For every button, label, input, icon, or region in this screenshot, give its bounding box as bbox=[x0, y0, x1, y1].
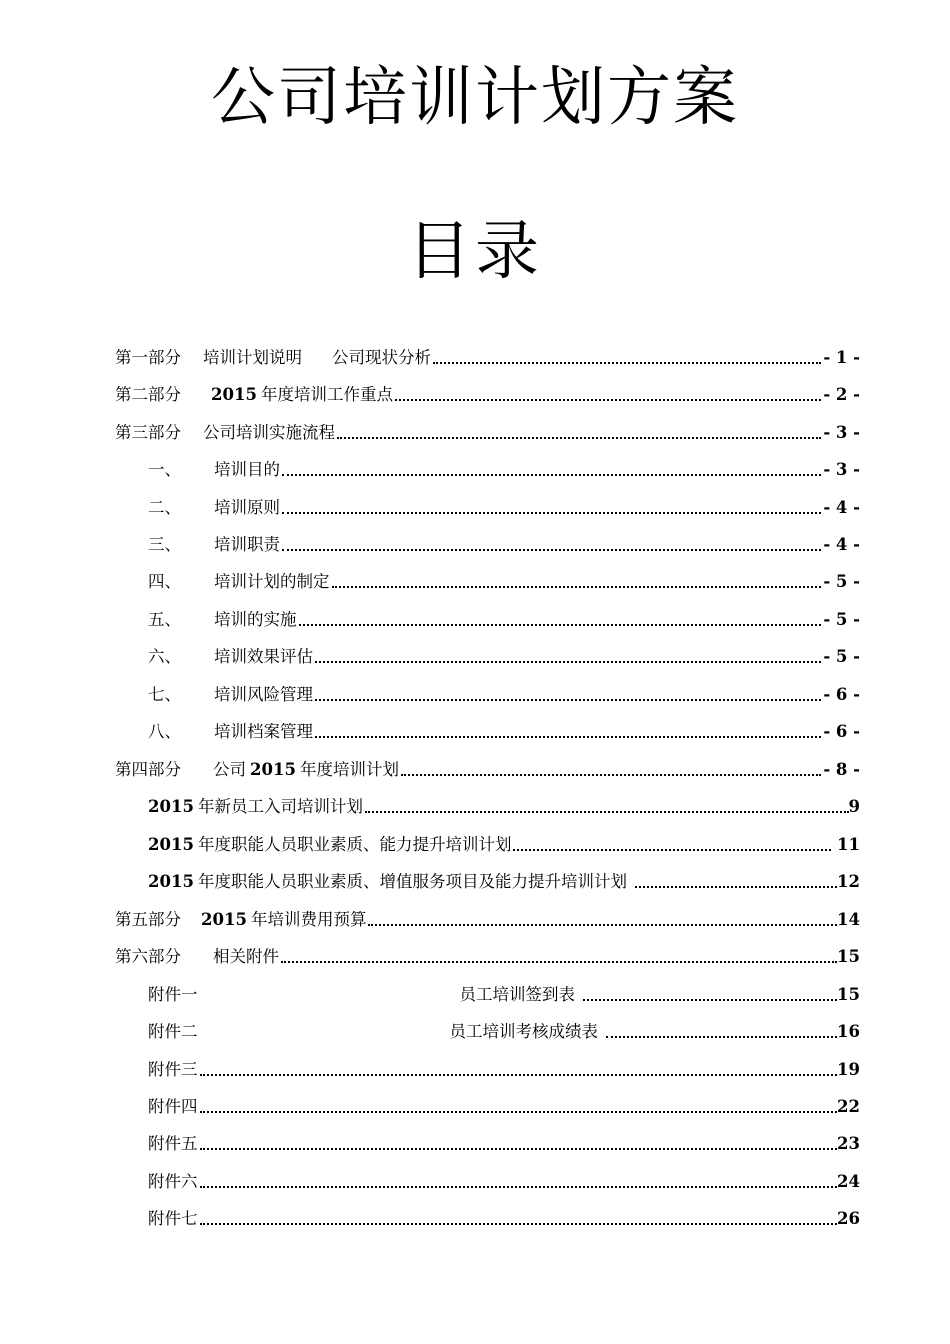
toc-item-number: 一、 bbox=[148, 460, 181, 479]
toc-entry[interactable] bbox=[148, 863, 860, 893]
toc-entry-text: 年度职能人员职业素质、增值服务项目及能力提升培训计划 bbox=[197, 872, 627, 891]
toc-page-number: - 8 - bbox=[823, 760, 860, 779]
toc-page-number: 23 bbox=[837, 1134, 860, 1153]
toc-leader-dots bbox=[200, 1223, 838, 1225]
toc-entry-text: 培训风险管理 bbox=[214, 685, 313, 704]
toc-entry[interactable] bbox=[148, 563, 860, 593]
toc-entry-text: 相关附件 bbox=[213, 947, 279, 966]
toc-entry[interactable] bbox=[148, 1013, 860, 1043]
toc-entry-year: 2015 bbox=[211, 385, 257, 404]
toc-leader-dots bbox=[513, 849, 831, 851]
toc-entry-text: 培训的实施 bbox=[214, 610, 297, 629]
toc-item-number: 附件六 bbox=[148, 1172, 198, 1191]
toc-page-number: 15 bbox=[837, 947, 860, 966]
toc-page-number: 11 bbox=[837, 835, 860, 854]
toc-page-number: 19 bbox=[837, 1060, 860, 1079]
toc-page-number: - 5 - bbox=[823, 572, 860, 591]
toc-page-number: 9 bbox=[848, 797, 860, 816]
toc-part-label: 第一部分 bbox=[115, 348, 181, 367]
toc-entry[interactable] bbox=[115, 751, 860, 781]
toc-leader-dots bbox=[315, 699, 821, 701]
toc-page-number: 15 bbox=[837, 985, 860, 1004]
toc-leader-dots bbox=[433, 362, 821, 364]
toc-entry-text: 培训效果评估 bbox=[214, 647, 313, 666]
toc-entry[interactable] bbox=[148, 676, 860, 706]
toc-entry-text: 培训职责 bbox=[214, 535, 280, 554]
document-title: 公司培训计划方案 bbox=[211, 61, 739, 135]
toc-entry-text: 公司培训实施流程 bbox=[203, 423, 335, 442]
toc-entry[interactable] bbox=[115, 901, 860, 931]
toc-entry[interactable] bbox=[148, 713, 860, 743]
toc-page-number: 26 bbox=[837, 1209, 860, 1228]
toc-entry[interactable] bbox=[148, 601, 860, 631]
toc-entry[interactable] bbox=[148, 1200, 860, 1230]
toc-leader-dots bbox=[299, 624, 822, 626]
toc-leader-dots bbox=[315, 736, 821, 738]
toc-entry-text: 员工培训考核成绩表 bbox=[449, 1022, 598, 1041]
toc-entry[interactable] bbox=[148, 638, 860, 668]
toc-page-number: - 5 - bbox=[823, 647, 860, 666]
toc-entry[interactable] bbox=[148, 1088, 860, 1118]
toc-entry-text: 年度培训计划 bbox=[299, 760, 399, 779]
toc-entry-text: 员工培训签到表 bbox=[459, 985, 575, 1004]
toc-entry-year: 2015 bbox=[148, 835, 194, 854]
toc-item-number: 附件三 bbox=[148, 1060, 198, 1079]
toc-item-number: 附件四 bbox=[148, 1097, 198, 1116]
toc-item-number: 四、 bbox=[148, 572, 181, 591]
toc-heading: 目录 bbox=[407, 215, 543, 289]
toc-leader-dots bbox=[337, 437, 821, 439]
toc-item-number: 附件二 bbox=[148, 1022, 198, 1041]
toc-page-number: - 3 - bbox=[823, 423, 860, 442]
toc-entry-text: 年培训费用预算 bbox=[250, 910, 367, 929]
toc-entry[interactable] bbox=[148, 526, 860, 556]
toc-entry-text: 培训档案管理 bbox=[214, 722, 313, 741]
toc-page-number: - 6 - bbox=[823, 722, 860, 741]
toc-entry-year: 2015 bbox=[148, 872, 194, 891]
toc-entry-text: 培训计划的制定 bbox=[214, 572, 330, 591]
toc-page-number: 16 bbox=[837, 1022, 860, 1041]
toc-entry-text-prefix: 公司 bbox=[213, 760, 246, 779]
toc-leader-dots bbox=[583, 999, 837, 1001]
toc-page-number: - 6 - bbox=[823, 685, 860, 704]
toc-entry[interactable] bbox=[148, 489, 860, 519]
toc-item-number: 七、 bbox=[148, 685, 181, 704]
toc-entry-text: 培训目的 bbox=[214, 460, 280, 479]
toc-leader-dots bbox=[200, 1074, 838, 1076]
toc-page-number: 12 bbox=[837, 872, 860, 891]
toc-part-label: 第二部分 bbox=[115, 385, 181, 404]
toc-page-number: - 5 - bbox=[823, 610, 860, 629]
toc-leader-dots bbox=[200, 1186, 838, 1188]
toc-leader-dots bbox=[281, 961, 837, 963]
toc-page-number: - 4 - bbox=[823, 535, 860, 554]
toc-entry-year: 2015 bbox=[250, 760, 296, 779]
toc-item-number: 八、 bbox=[148, 722, 181, 741]
toc-page-number: 22 bbox=[837, 1097, 860, 1116]
toc-entry[interactable] bbox=[148, 451, 860, 481]
toc-leader-dots bbox=[282, 512, 821, 514]
toc-item-number: 五、 bbox=[148, 610, 181, 629]
toc-leader-dots bbox=[635, 886, 837, 888]
toc-leader-dots bbox=[200, 1111, 838, 1113]
toc-entry[interactable] bbox=[148, 976, 860, 1006]
toc-entry[interactable] bbox=[115, 339, 860, 369]
toc-leader-dots bbox=[315, 661, 821, 663]
toc-leader-dots bbox=[365, 811, 849, 813]
toc-entry[interactable] bbox=[148, 788, 860, 818]
toc-entry[interactable] bbox=[148, 1163, 860, 1193]
toc-entry[interactable] bbox=[115, 376, 860, 406]
toc-leader-dots bbox=[395, 399, 821, 401]
toc-leader-dots bbox=[368, 924, 837, 926]
toc-item-number: 附件七 bbox=[148, 1209, 198, 1228]
toc-entry-text: 年度职能人员职业素质、能力提升培训计划 bbox=[197, 835, 512, 854]
toc-part-label: 第六部分 bbox=[115, 947, 181, 966]
toc-entry[interactable] bbox=[148, 1125, 860, 1155]
toc-leader-dots bbox=[282, 549, 821, 551]
toc-item-number: 附件一 bbox=[148, 985, 198, 1004]
toc-entry[interactable] bbox=[115, 938, 860, 968]
toc-page-number: - 4 - bbox=[823, 498, 860, 517]
toc-entry[interactable] bbox=[148, 826, 860, 856]
toc-entry[interactable] bbox=[148, 1051, 860, 1081]
toc-part-label: 第三部分 bbox=[115, 423, 181, 442]
toc-entry[interactable] bbox=[115, 414, 860, 444]
toc-page-number: - 1 - bbox=[823, 348, 860, 367]
toc-page-number: 14 bbox=[837, 910, 860, 929]
toc-entry-text: 培训原则 bbox=[214, 498, 280, 517]
toc-item-number: 六、 bbox=[148, 647, 181, 666]
toc-entry-year: 2015 bbox=[148, 797, 194, 816]
toc-entry-year: 2015 bbox=[201, 910, 247, 929]
toc-part-label: 第四部分 bbox=[115, 760, 181, 779]
toc-item-number: 三、 bbox=[148, 535, 181, 554]
toc-page-number: - 3 - bbox=[823, 460, 860, 479]
toc-item-number: 附件五 bbox=[148, 1134, 198, 1153]
toc-entry-text: 年新员工入司培训计划 bbox=[197, 797, 363, 816]
toc-page-number: 24 bbox=[837, 1172, 860, 1191]
toc-leader-dots bbox=[332, 586, 822, 588]
toc-leader-dots bbox=[606, 1036, 837, 1038]
toc-entry-text: 年度培训工作重点 bbox=[260, 385, 393, 404]
toc-entry-text: 培训计划说明 bbox=[203, 348, 302, 367]
toc-entry-text-secondary: 公司现状分析 bbox=[332, 348, 431, 367]
toc-leader-dots bbox=[401, 774, 821, 776]
toc-leader-dots bbox=[282, 474, 821, 476]
toc-leader-dots bbox=[200, 1148, 838, 1150]
toc-item-number: 二、 bbox=[148, 498, 181, 517]
toc-part-label: 第五部分 bbox=[115, 910, 181, 929]
toc-page-number: - 2 - bbox=[823, 385, 860, 404]
